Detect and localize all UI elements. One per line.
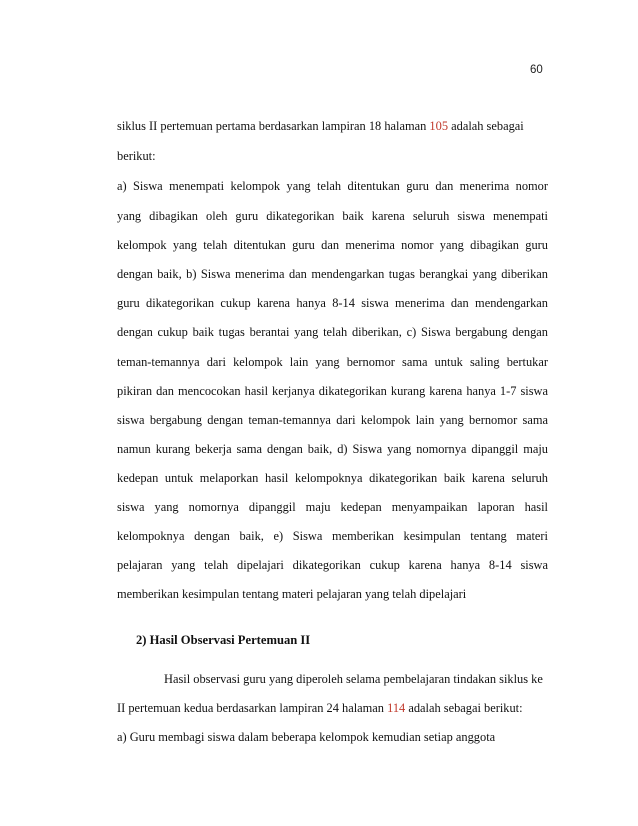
paragraph-line: yang dibagikan oleh guru dikategorikan baik karena seluruh siswa menempati: [117, 209, 548, 223]
paragraph-line: a) Guru membagi siswa dalam beberapa kelompok kemudian setiap anggota: [117, 730, 496, 744]
page-reference: 105: [429, 119, 449, 133]
paragraph-line: Hasil observasi guru yang diperoleh selama pembelajaran tindakan siklus ke: [164, 672, 543, 686]
paragraph-line: guru dikategorikan cukup karena hanya 8-14 siswa menerima dan mendengarkan: [117, 296, 548, 310]
paragraph-line: memberikan kesimpulan tentang materi pelajaran yang telah dipelajari: [117, 587, 467, 601]
paragraph-line: siswa yang nomornya dipanggil maju kedepan menyampaikan laporan hasil: [117, 500, 548, 514]
page-number: 60: [530, 64, 543, 76]
section-heading: 2) Hasil Observasi Pertemuan II: [136, 633, 311, 647]
paragraph-line: kelompoknya dengan baik, e) Siswa memberikan kesimpulan tentang materi: [117, 529, 548, 543]
text-span: II pertemuan kedua berdasarkan lampiran 24 halaman: [117, 701, 384, 715]
paragraph-line: namun kurang bekerja sama dengan baik, d) Siswa yang nomornya dipanggil maju: [117, 442, 548, 456]
paragraph-line: kelompok yang telah ditentukan guru dan menerima nomor yang dibagikan guru: [117, 238, 548, 252]
paragraph-line: kedepan untuk melaporkan hasil kelompoknya dikategorikan baik karena seluruh: [117, 471, 548, 485]
paragraph-line: dengan cukup baik tugas berantai yang telah diberikan, c) Siswa bergabung dengan: [117, 325, 548, 339]
paragraph-line: dengan baik, b) Siswa menerima dan mendengarkan tugas berangkai yang diberikan: [117, 267, 548, 281]
text-span: adalah sebagai: [451, 119, 524, 133]
paragraph-line: teman-temannya dari kelompok lain yang bernomor sama untuk saling bertukar: [117, 355, 548, 369]
paragraph-line: pelajaran yang telah dipelajari dikategorikan cukup karena hanya 8-14 siswa: [117, 558, 548, 572]
paragraph-line: siswa bergabung dengan teman-temannya dari kelompok lain yang bernomor sama: [117, 413, 548, 427]
paragraph-line: berikut:: [117, 149, 156, 163]
paragraph-line: pikiran dan mencocokan hasil kerjanya dikategorikan kurang karena hanya 1-7 siswa: [117, 384, 548, 398]
text-span: siklus II pertemuan pertama berdasarkan lampiran 18 halaman: [117, 119, 427, 133]
text-span: adalah sebagai berikut:: [408, 701, 523, 715]
paragraph-line: [117, 118, 548, 134]
paragraph-line: [117, 700, 548, 716]
paragraph-line: a) Siswa menempati kelompok yang telah ditentukan guru dan menerima nomor: [117, 179, 548, 193]
page-reference: 114: [387, 701, 406, 715]
